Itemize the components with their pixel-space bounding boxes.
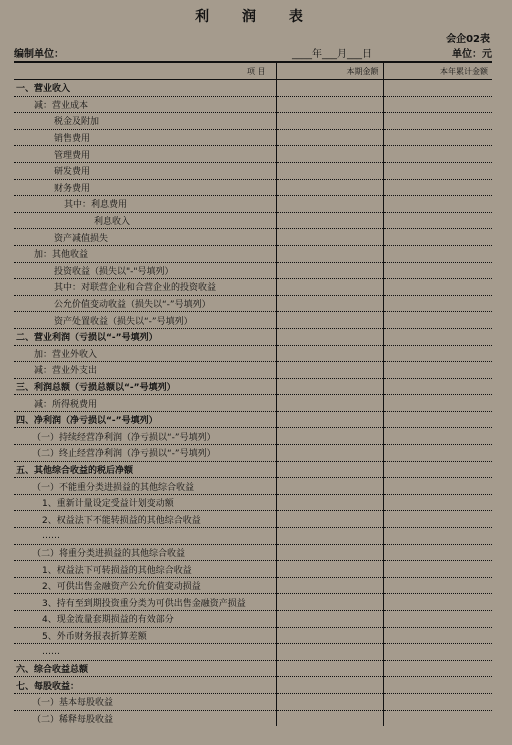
line-item-label: 公允价值变动收益（损失以“-”号填列） [14,295,276,312]
current-period-amount-cell[interactable] [276,162,383,179]
year-to-date-amount-cell[interactable] [383,428,492,445]
year-to-date-amount-cell[interactable] [383,212,492,229]
year-to-date-amount-cell[interactable] [383,312,492,329]
current-period-amount-cell[interactable] [276,129,383,146]
current-period-amount-cell[interactable] [276,279,383,296]
line-item-label: 其中：对联营企业和合营企业的投资收益 [14,279,276,296]
line-item-label: （一）基本每股收益 [14,693,276,710]
current-period-amount-cell[interactable] [276,660,383,677]
line-item-label: 减：营业成本 [14,96,276,113]
year-to-date-amount-cell[interactable] [383,196,492,213]
line-item-label: （一）持续经营净利润（净亏损以“-”号填列） [14,428,276,445]
current-period-amount-cell[interactable] [276,478,383,495]
year-to-date-amount-cell[interactable] [383,528,492,545]
current-period-amount-cell[interactable] [276,395,383,412]
current-period-amount-cell[interactable] [276,378,383,395]
table-row [14,594,492,611]
line-item-label: …… [14,528,276,545]
current-period-amount-cell[interactable] [276,411,383,428]
table-row [14,561,492,578]
table-row [14,229,492,246]
year-to-date-amount-cell[interactable] [383,295,492,312]
line-item-label: 资产处置收益（损失以“-”号填列） [14,312,276,329]
column-header-ytd: 本年累计金额 [383,62,492,80]
current-period-amount-cell[interactable] [276,677,383,694]
line-item-label: 加：其他收益 [14,245,276,262]
line-item-label: 1、重新计量设定受益计划变动额 [14,494,276,511]
year-to-date-amount-cell[interactable] [383,461,492,478]
current-period-amount-cell[interactable] [276,710,383,726]
table-row [14,378,492,395]
current-period-amount-cell[interactable] [276,577,383,594]
table-row [14,627,492,644]
current-period-amount-cell[interactable] [276,80,383,97]
current-period-amount-cell[interactable] [276,179,383,196]
line-item-label: 销售费用 [14,129,276,146]
table-row [14,677,492,694]
line-item-label: 4、现金流量套期损益的有效部分 [14,611,276,628]
year-to-date-amount-cell[interactable] [383,113,492,130]
year-to-date-amount-cell[interactable] [383,693,492,710]
current-period-amount-cell[interactable] [276,461,383,478]
current-period-amount-cell[interactable] [276,212,383,229]
table-row [14,113,492,130]
year-to-date-amount-cell[interactable] [383,627,492,644]
form-code: 会企02表 [446,34,490,45]
current-period-amount-cell[interactable] [276,295,383,312]
year-to-date-amount-cell[interactable] [383,179,492,196]
table-row [14,179,492,196]
year-to-date-amount-cell[interactable] [383,362,492,379]
unit-label: 单位：元 [452,49,492,60]
line-item-label: 减：营业外支出 [14,362,276,379]
table-row [14,411,492,428]
current-period-amount-cell[interactable] [276,196,383,213]
table-row [14,478,492,495]
line-item-label: （二）终止经营净利润（净亏损以“-”号填列） [14,445,276,462]
table-row [14,80,492,97]
year-to-date-amount-cell[interactable] [383,577,492,594]
current-period-amount-cell[interactable] [276,511,383,528]
line-item-label: （一）不能重分类进损益的其他综合收益 [14,478,276,495]
year-to-date-amount-cell[interactable] [383,146,492,163]
year-to-date-amount-cell[interactable] [383,80,492,97]
table-row [14,146,492,163]
line-item-label: 2、可供出售金融资产公允价值变动损益 [14,577,276,594]
current-period-amount-cell[interactable] [276,96,383,113]
line-item-label: 投资收益（损失以"-"号填列） [14,262,276,279]
line-item-label: 财务费用 [14,179,276,196]
year-to-date-amount-cell[interactable] [383,494,492,511]
year-to-date-amount-cell[interactable] [383,611,492,628]
year-to-date-amount-cell[interactable] [383,378,492,395]
year-to-date-amount-cell[interactable] [383,229,492,246]
line-item-label: 研发费用 [14,162,276,179]
table-header-row [14,62,492,80]
table-row [14,710,492,726]
column-header-current: 本期金额 [276,62,383,80]
year-to-date-amount-cell[interactable] [383,511,492,528]
table-row [14,96,492,113]
table-row [14,395,492,412]
line-item-label: 其中：利息费用 [14,196,276,213]
table-row [14,544,492,561]
table-row [14,511,492,528]
line-item-label: 一、营业收入 [14,80,276,97]
line-item-label: 五、其他综合收益的税后净额 [14,461,276,478]
year-to-date-amount-cell[interactable] [383,129,492,146]
table-row [14,445,492,462]
table-row [14,494,492,511]
table-row [14,295,492,312]
table-row [14,212,492,229]
line-item-label: 资产减值损失 [14,229,276,246]
current-period-amount-cell[interactable] [276,328,383,345]
current-period-amount-cell[interactable] [276,362,383,379]
year-to-date-amount-cell[interactable] [383,162,492,179]
table-row [14,162,492,179]
line-item-label: 三、利润总额（亏损总额以“-”号填列） [14,378,276,395]
current-period-amount-cell[interactable] [276,528,383,545]
table-row [14,428,492,445]
year-to-date-amount-cell[interactable] [383,279,492,296]
current-period-amount-cell[interactable] [276,611,383,628]
current-period-amount-cell[interactable] [276,494,383,511]
year-to-date-amount-cell[interactable] [383,561,492,578]
year-to-date-amount-cell[interactable] [383,395,492,412]
income-statement-table [14,61,492,726]
table-row [14,279,492,296]
line-item-label: 减：所得税费用 [14,395,276,412]
year-to-date-amount-cell[interactable] [383,328,492,345]
table-row [14,196,492,213]
current-period-amount-cell[interactable] [276,594,383,611]
year-to-date-amount-cell[interactable] [383,478,492,495]
year-to-date-amount-cell[interactable] [383,544,492,561]
report-title: 利 润 表 [195,9,317,25]
current-period-amount-cell[interactable] [276,262,383,279]
line-item-label: 二、营业利润（亏损以“-”号填列） [14,328,276,345]
line-item-label: 管理费用 [14,146,276,163]
table-row [14,577,492,594]
line-item-label: 税金及附加 [14,113,276,130]
current-period-amount-cell[interactable] [276,312,383,329]
line-item-label: 七、每股收益： [14,677,276,694]
line-item-label: 四、净利润（净亏损以“-”号填列） [14,411,276,428]
current-period-amount-cell[interactable] [276,445,383,462]
column-header-item: 项 目 [14,62,276,80]
line-item-label: 3、持有至到期投资重分类为可供出售金融资产损益 [14,594,276,611]
year-to-date-amount-cell[interactable] [383,644,492,661]
line-item-label: 六、综合收益总额 [14,660,276,677]
table-row [14,245,492,262]
table-row [14,461,492,478]
year-to-date-amount-cell[interactable] [383,677,492,694]
line-item-label: 1、权益法下可转损益的其他综合收益 [14,561,276,578]
year-to-date-amount-cell[interactable] [383,245,492,262]
line-item-label: 利息收入 [14,212,276,229]
table-row [14,345,492,362]
line-item-label: 5、外币财务报表折算差额 [14,627,276,644]
current-period-amount-cell[interactable] [276,627,383,644]
year-to-date-amount-cell[interactable] [383,411,492,428]
table-row [14,129,492,146]
line-item-label: （二）稀释每股收益 [32,714,114,725]
line-item-label: 加：营业外收入 [14,345,276,362]
line-item-label: …… [14,644,276,661]
current-period-amount-cell[interactable] [276,245,383,262]
org-label: 编制单位： [14,49,64,60]
table-row [14,644,492,661]
table-row [14,362,492,379]
date-label: ____年___月___日 [292,49,372,60]
table-row [14,262,492,279]
year-to-date-amount-cell[interactable] [383,660,492,677]
current-period-amount-cell[interactable] [276,113,383,130]
current-period-amount-cell[interactable] [276,146,383,163]
year-to-date-amount-cell[interactable] [383,262,492,279]
year-to-date-amount-cell[interactable] [383,710,492,726]
meta-row [14,45,492,59]
current-period-amount-cell[interactable] [276,561,383,578]
table-row [14,660,492,677]
current-period-amount-cell[interactable] [276,345,383,362]
current-period-amount-cell[interactable] [276,644,383,661]
current-period-amount-cell[interactable] [276,693,383,710]
year-to-date-amount-cell[interactable] [383,445,492,462]
current-period-amount-cell[interactable] [276,229,383,246]
table-row [14,528,492,545]
year-to-date-amount-cell[interactable] [383,594,492,611]
line-item-label: 2、权益法下不能转损益的其他综合收益 [14,511,276,528]
line-item-label: （二）将重分类进损益的其他综合收益 [14,544,276,561]
year-to-date-amount-cell[interactable] [383,96,492,113]
current-period-amount-cell[interactable] [276,544,383,561]
table-row [14,312,492,329]
table-row [14,693,492,710]
table-row [14,611,492,628]
table-row [14,328,492,345]
year-to-date-amount-cell[interactable] [383,345,492,362]
current-period-amount-cell[interactable] [276,428,383,445]
